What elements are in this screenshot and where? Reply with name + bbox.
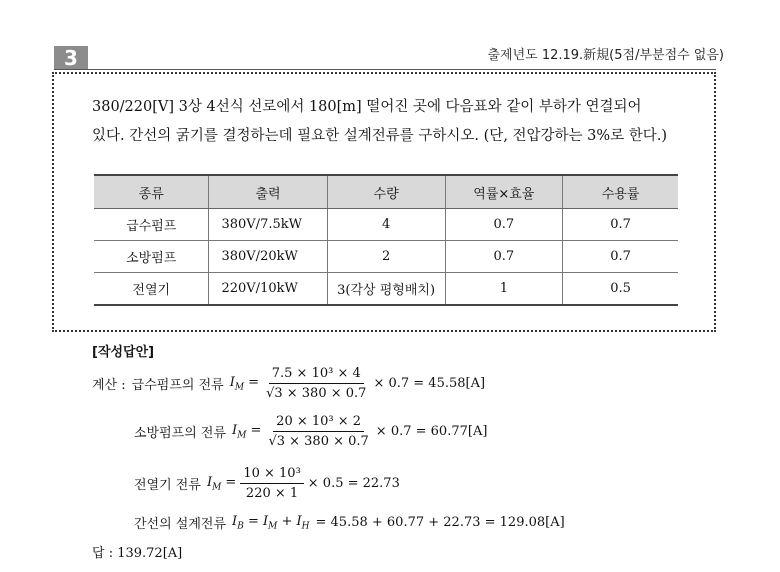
load-table: [94, 174, 678, 306]
calc-line-pump: [92, 366, 485, 401]
header-output: 출력: [209, 175, 327, 209]
cell-demand: 0.7: [563, 209, 678, 241]
symbol-im: $I_M$ =: [229, 374, 260, 393]
calc-prefix: 계산 :: [92, 378, 126, 393]
header-demand-factor: 수용률: [563, 175, 678, 209]
fraction-pump: [263, 366, 369, 401]
question-text: [92, 93, 692, 151]
calc-label-design-current: 간선의 설계전류: [134, 517, 227, 532]
cell-output: 220V/10kW: [209, 273, 327, 306]
cell-name: 급수펌프: [94, 209, 209, 241]
calc-line-design-current: [134, 513, 565, 532]
cell-demand: 0.5: [563, 273, 678, 306]
cell-name: 소방펌프: [94, 241, 209, 273]
question-line-1: 380/220[V] 3상 4선식 선로에서 180[m] 떨어진 곳에 다음표와 같이 부하가 연결되어: [92, 99, 642, 115]
calc-tail-heater: × 0.5 = 22.73: [307, 476, 400, 491]
table-row: [94, 273, 678, 306]
cell-demand: 0.7: [563, 241, 678, 273]
fraction-numerator: 20 × 10³ × 2: [273, 414, 364, 432]
header-divider: [54, 69, 716, 70]
fraction-fire-pump: [265, 414, 371, 449]
calc-label-pump: 급수펌프의 전류: [131, 378, 224, 393]
cell-pf: 1: [445, 273, 563, 306]
final-answer: [92, 542, 182, 561]
cell-qty: 4: [327, 209, 445, 241]
fraction-heater: [240, 466, 303, 501]
cell-qty: 3(각상 평형배치): [327, 273, 445, 306]
fraction-denominator: √3 × 380 × 0.7: [266, 386, 367, 401]
cell-pf: 0.7: [445, 241, 563, 273]
calc-label-heater: 전열기 전류: [134, 478, 201, 493]
calc-tail-fire-pump: × 0.7 = 60.77[A]: [375, 424, 488, 439]
cell-qty: 2: [327, 241, 445, 273]
symbol-ib-im-ih: $I_B = I_M + I_H$: [232, 513, 310, 532]
header-type: 종류: [94, 175, 209, 209]
question-source: 출제년도 12.19.新規(5점/부분점수 없음): [487, 48, 724, 63]
fraction-denominator: √3 × 380 × 0.7: [268, 434, 369, 449]
answer-title: [작성답안]: [92, 345, 155, 360]
calc-expr-design-current: = 45.58 + 60.77 + 22.73 = 129.08[A]: [315, 515, 565, 530]
cell-name: 전열기: [94, 273, 209, 306]
symbol-im: $I_M$ =: [206, 474, 237, 493]
fraction-numerator: 7.5 × 10³ × 4: [269, 366, 364, 384]
table-row: [94, 209, 678, 241]
fraction-denominator: 220 × 1: [245, 486, 299, 501]
table-header-row: [94, 175, 678, 209]
final-answer-text: 답 : 139.72[A]: [92, 546, 183, 561]
question-number: 3: [54, 46, 88, 70]
question-line-2: 있다. 간선의 굵기를 결정하는데 필요한 설계전류를 구하시오. (단, 전압강하는 3%로 한다.): [92, 128, 668, 144]
fraction-numerator: 10 × 10³: [240, 466, 303, 484]
symbol-im: $I_M$ =: [232, 422, 262, 441]
header-pf-efficiency: 역률×효율: [445, 175, 563, 209]
header-quantity: 수량: [327, 175, 445, 209]
calc-line-fire-pump: [134, 414, 487, 449]
calc-label-fire-pump: 소방펌프의 전류: [134, 426, 227, 441]
table-row: [94, 241, 678, 273]
calc-tail-pump: × 0.7 = 45.58[A]: [373, 376, 486, 391]
calc-line-heater: [134, 466, 400, 501]
cell-output: 380V/20kW: [209, 241, 327, 273]
cell-output: 380V/7.5kW: [209, 209, 327, 241]
cell-pf: 0.7: [445, 209, 563, 241]
